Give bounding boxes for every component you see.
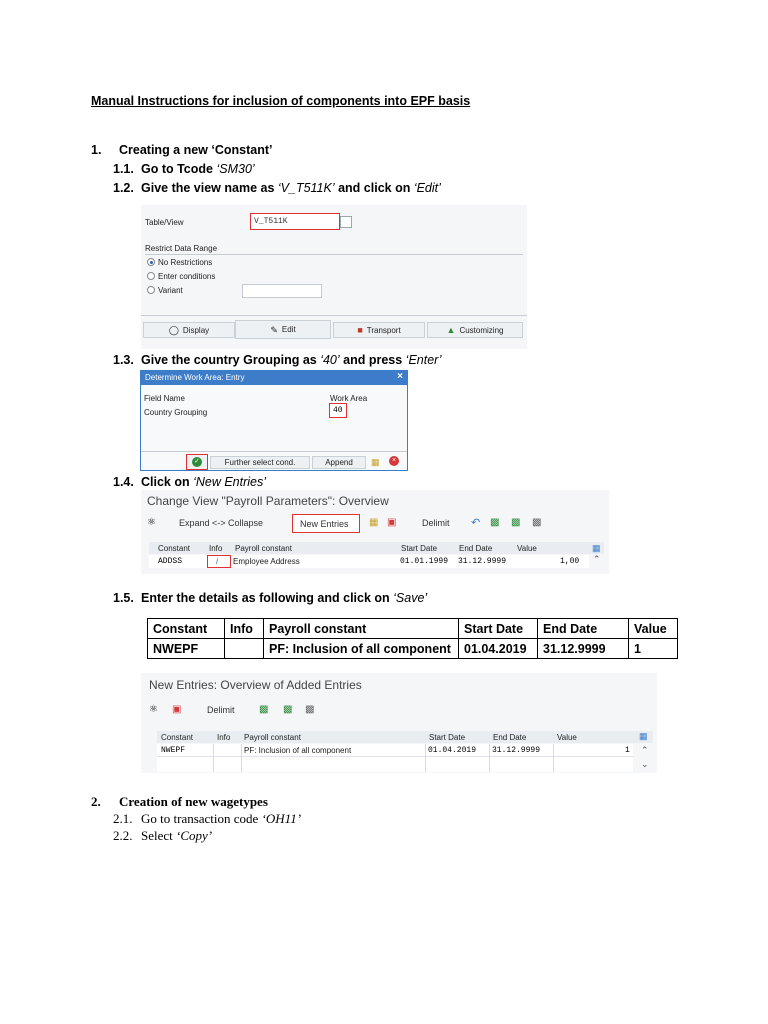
customize-icon[interactable]: ⚛ — [147, 517, 156, 528]
append-button[interactable]: Append — [312, 456, 366, 469]
payroll-overview-screenshot — [141, 490, 609, 574]
transport-button[interactable]: ■ Transport — [333, 322, 425, 338]
new-entries-button[interactable]: New Entries — [292, 514, 360, 533]
table-row[interactable]: ADDSS i Employee Address 01.01.1999 31.12.9999 1,00 — [149, 555, 589, 568]
info-field[interactable] — [207, 555, 231, 568]
scroll-up-icon[interactable]: ⌃ — [641, 745, 649, 755]
lock-icon[interactable]: ▦ — [371, 457, 380, 467]
details-table-header: Constant Info Payroll constant Start Date End Date Value — [148, 619, 678, 639]
column-divider — [425, 744, 426, 772]
checkmark-icon: ✓ — [192, 457, 202, 467]
divider — [141, 315, 527, 316]
value-help-icon[interactable] — [340, 216, 352, 228]
select-all-icon[interactable]: ▩ — [490, 517, 500, 528]
radio-on-icon — [147, 258, 155, 266]
deselect-all-icon[interactable]: ▩ — [532, 517, 542, 528]
radio-off-icon — [147, 286, 155, 294]
work-area-input[interactable]: 40 — [329, 403, 347, 418]
section-2-heading: 2. Creation of new wagetypes — [91, 794, 268, 809]
undo-icon[interactable]: ↶ — [471, 517, 481, 529]
cancel-icon[interactable]: × — [389, 456, 399, 466]
column-divider — [489, 744, 490, 772]
step-2-2: 2.2. Select ‘Copy’ — [113, 828, 213, 843]
display-button[interactable]: ◯ Display — [143, 322, 235, 338]
expand-collapse-button[interactable]: Expand <-> Collapse — [179, 518, 264, 528]
added-entries-screenshot — [141, 673, 657, 773]
col-work-area: Work Area — [330, 394, 368, 403]
deselect-all-icon[interactable]: ▩ — [305, 704, 315, 715]
work-area-dialog — [140, 370, 408, 471]
dialog-titlebar — [141, 371, 407, 385]
radio-variant[interactable]: Variant — [147, 286, 183, 295]
details-table-row: NWEPF PF: Inclusion of all component 01.04.2019 31.12.9999 1 — [148, 639, 678, 659]
radio-off-icon — [147, 272, 155, 280]
document-title: Manual Instructions for inclusion of components into EPF basis — [91, 94, 471, 108]
copy-icon[interactable]: ▦ — [369, 517, 379, 528]
step-1-1: 1.1. Go to Tcode ‘SM30’ — [113, 162, 255, 176]
divider — [141, 451, 407, 452]
step-1-5: 1.5. Enter the details as following and click on ‘Save’ — [113, 591, 428, 605]
col-field-name: Field Name — [144, 394, 185, 403]
step-1-2: 1.2. Give the view name as ‘V_T511K’ and click on ‘Edit’ — [113, 181, 441, 195]
delete-icon[interactable]: ▣ — [387, 517, 397, 528]
glasses-icon: ◯ — [168, 325, 179, 335]
details-table — [147, 618, 678, 659]
select-block-icon[interactable]: ▩ — [511, 517, 521, 528]
grid-header: Constant Info Payroll constant Start Date End Date Value — [157, 731, 653, 743]
radio-no-restrictions[interactable]: No Restrictions — [147, 258, 212, 267]
person-icon: ▲ — [446, 325, 456, 335]
close-icon[interactable]: × — [397, 371, 403, 382]
column-divider — [213, 744, 214, 772]
truck-icon: ■ — [357, 325, 363, 335]
added-title: New Entries: Overview of Added Entries — [149, 678, 362, 692]
info-icon: i — [216, 556, 218, 566]
customizing-button[interactable]: ▲ Customizing — [427, 322, 523, 338]
restrict-label: Restrict Data Range — [145, 244, 218, 253]
scroll-down-icon[interactable]: ⌄ — [641, 759, 649, 769]
table-row[interactable]: NWEPF PF: Inclusion of all component 01.04.2019 31.12.9999 1 — [157, 744, 633, 757]
radio-enter-conditions[interactable]: Enter conditions — [147, 272, 215, 281]
table-view-label: Table/View — [145, 218, 184, 227]
dialog-title: Determine Work Area: Entry — [145, 373, 245, 382]
select-block-icon[interactable]: ▩ — [283, 704, 293, 715]
section-1-heading: 1. Creating a new ‘Constant’ — [91, 143, 273, 157]
edit-button[interactable]: ✎ Edit — [235, 320, 331, 339]
grid-header: Constant Info Payroll constant Start Date End Date Value — [149, 542, 604, 554]
table-view-input[interactable]: V_T511K — [250, 213, 340, 230]
added-grid-body — [157, 744, 633, 772]
delimit-button[interactable]: Delimit — [207, 705, 235, 715]
delete-icon[interactable]: ▣ — [172, 704, 182, 715]
step-2-1: 2.1. Go to transaction code ‘OH11’ — [113, 811, 302, 826]
divider — [145, 254, 523, 255]
pencil-icon: ✎ — [270, 324, 278, 335]
field-country-grouping: Country Grouping — [144, 408, 208, 417]
further-select-button[interactable]: Further select cond. — [210, 456, 310, 469]
delimit-button[interactable]: Delimit — [422, 518, 450, 528]
table-settings-icon[interactable]: ▦ — [592, 543, 601, 553]
step-1-3: 1.3. Give the country Grouping as ‘40’ and press ‘Enter’ — [113, 353, 442, 367]
scroll-up-icon[interactable]: ⌃ — [593, 554, 601, 564]
customize-icon[interactable]: ⚛ — [149, 704, 158, 715]
variant-input[interactable] — [242, 284, 322, 298]
overview-title: Change View "Payroll Parameters": Overview — [147, 494, 389, 508]
enter-button[interactable] — [186, 454, 208, 470]
sm30-screenshot — [141, 205, 527, 349]
column-divider — [553, 744, 554, 772]
select-all-icon[interactable]: ▩ — [259, 704, 269, 715]
column-divider — [241, 744, 242, 772]
step-1-4: 1.4. Click on ‘New Entries’ — [113, 475, 267, 489]
table-settings-icon[interactable]: ▦ — [639, 731, 648, 741]
